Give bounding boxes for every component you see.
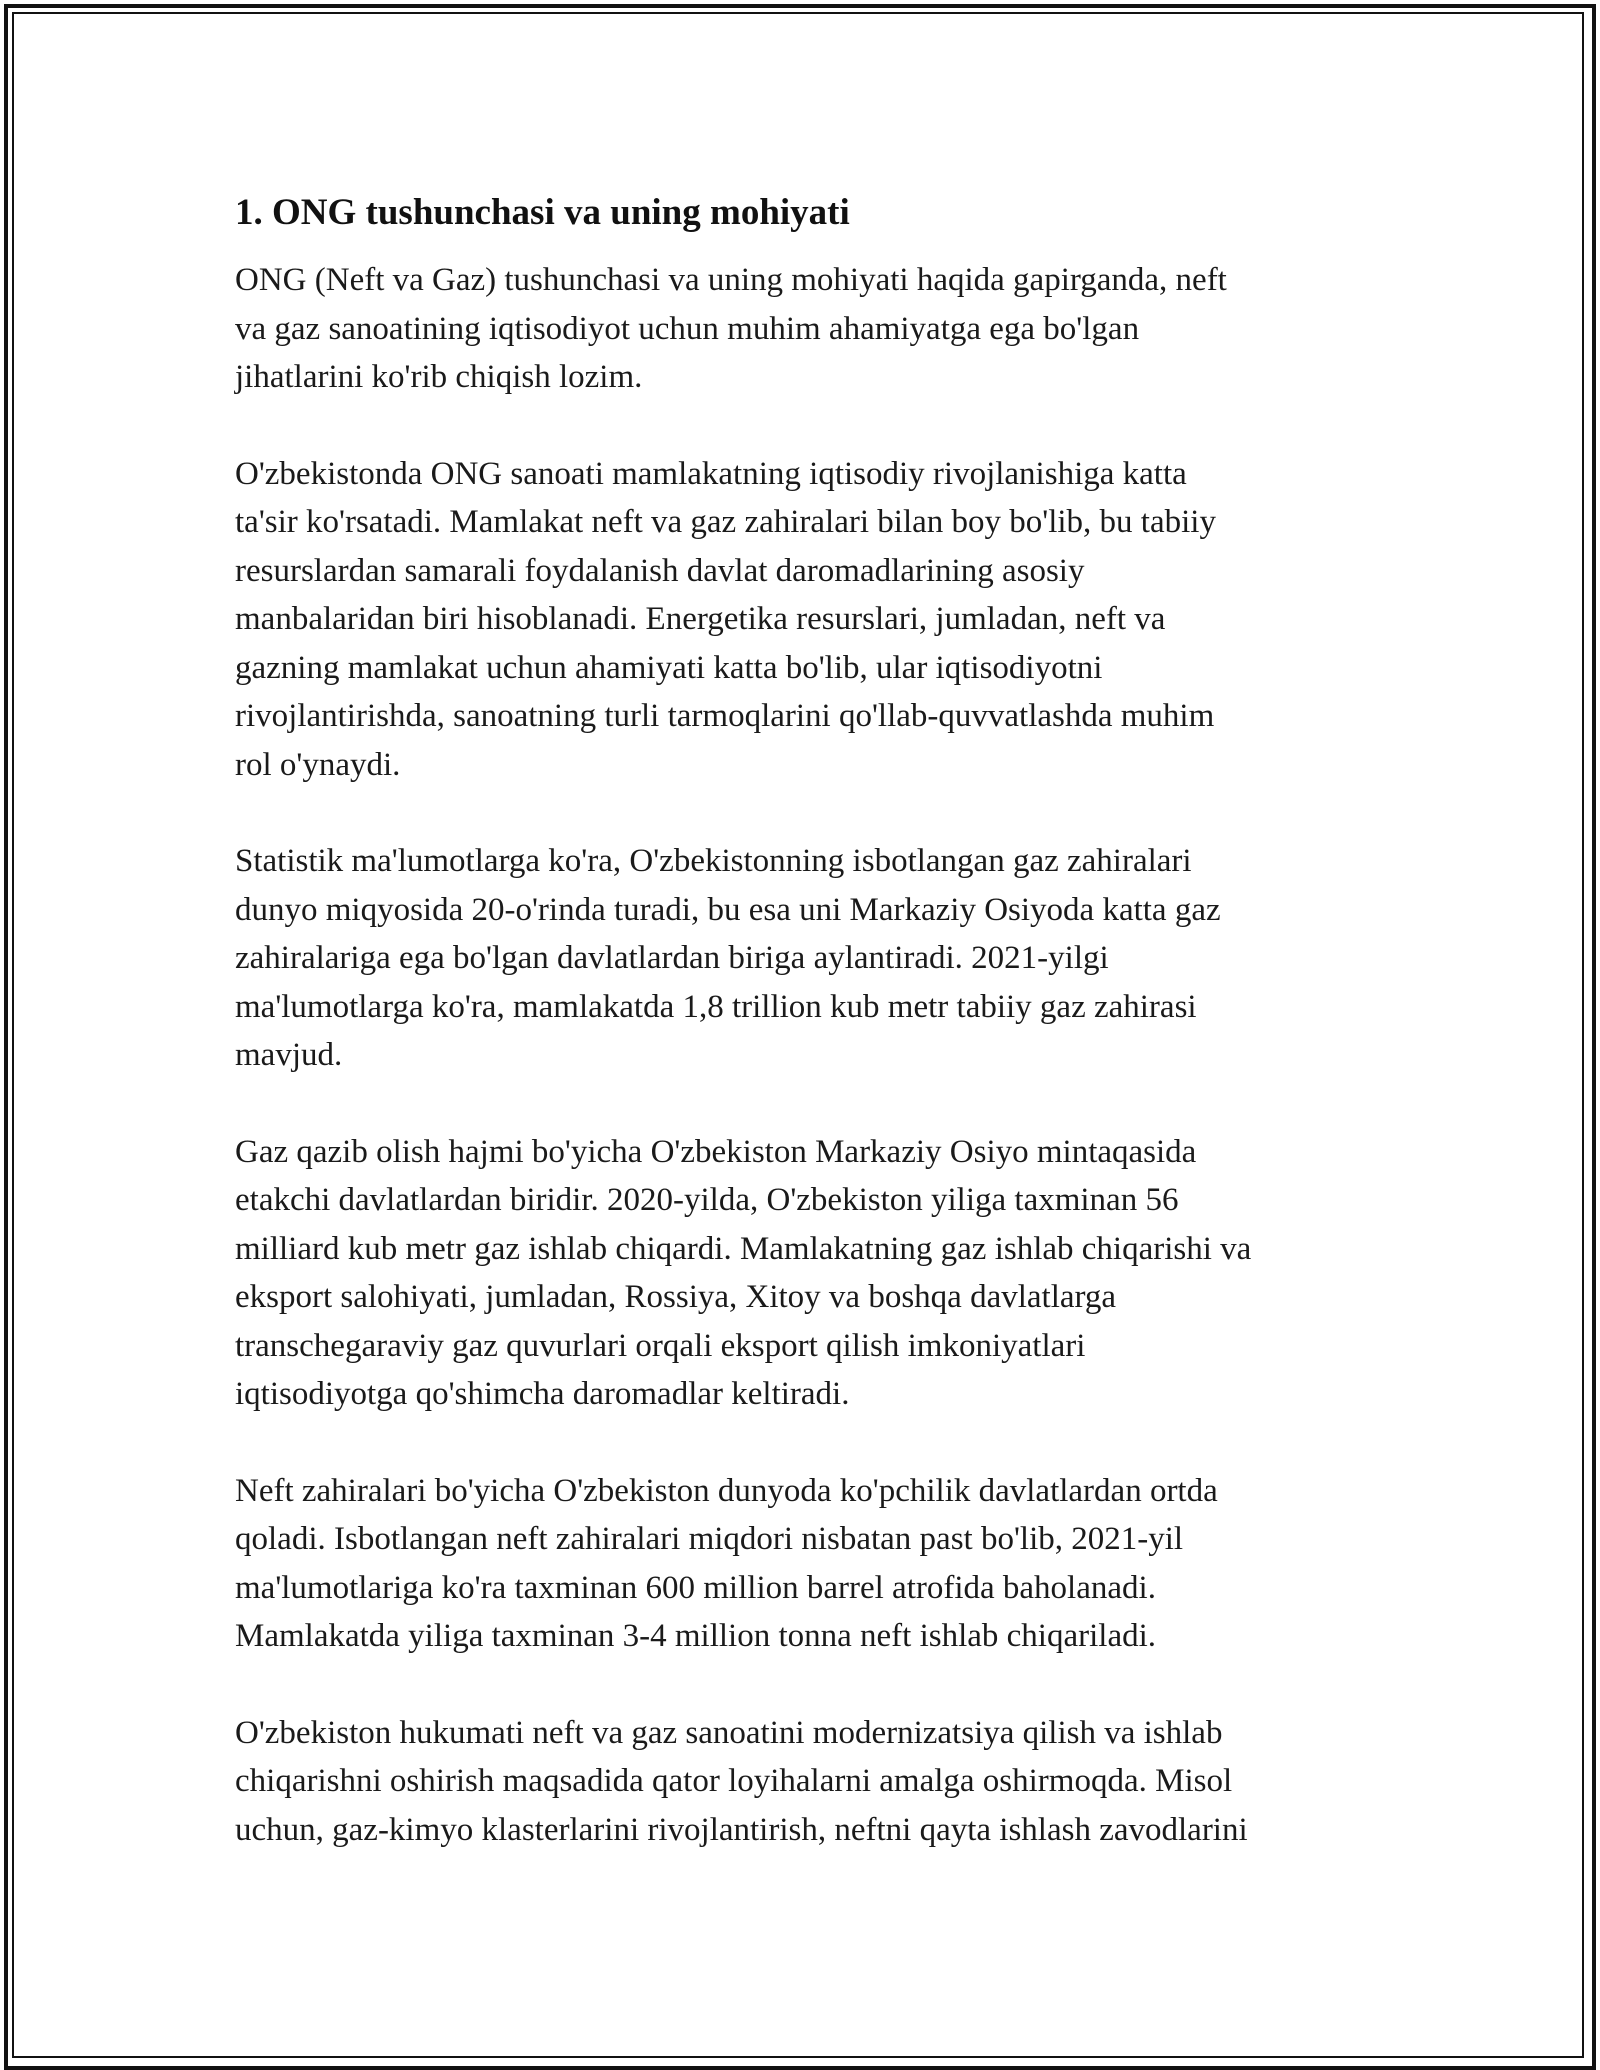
paragraph-economy — [235, 450, 1365, 790]
paragraph-intro — [235, 256, 1365, 402]
text-line: Neft zahiralari bo'yicha O'zbekiston dunyoda ko'pchilik davlatlardan ortda — [235, 1472, 1218, 1509]
text-line: Gaz qazib olish hajmi bo'yicha O'zbekiston Markaziy Osiyo mintaqasida — [235, 1133, 1197, 1170]
text-line: chiqarishni oshirish maqsadida qator loyihalarni amalga oshirmoqda. Misol — [235, 1763, 1233, 1799]
text-line: iqtisodiyotga qo'shimcha daromadlar keltiradi. — [235, 1376, 850, 1412]
text-line: zahiralariga ega bo'lgan davlatlardan biriga aylantiradi. 2021-yilgi — [235, 940, 1109, 976]
paragraph-gas-reserves — [235, 837, 1365, 1080]
text-line: ma'lumotlarga ko'ra, mamlakatda 1,8 trillion kub metr tabiiy gaz zahirasi — [235, 988, 1197, 1025]
text-line: O'zbekistonda ONG sanoati mamlakatning iqtisodiy rivojlanishiga katta — [235, 455, 1187, 492]
text-line: va gaz sanoatining iqtisodiyot uchun muhim ahamiyatga ega bo'lgan — [235, 310, 1140, 347]
text-line: ONG (Neft va Gaz) tushunchasi va uning mohiyati haqida gapirganda, neft — [235, 262, 1227, 298]
text-line: resurslardan samarali foydalanish davlat daromadlarining asosiy — [235, 552, 1085, 589]
text-line: milliard kub metr gaz ishlab chiqardi. Mamlakatning gaz ishlab chiqarishi va — [235, 1230, 1252, 1267]
text-line: transchegaraviy gaz quvurlari orqali eksport qilish imkoniyatlari — [235, 1327, 1086, 1364]
text-line: ma'lumotlariga ko'ra taxminan 600 million barrel atrofida baholanadi. — [235, 1569, 1156, 1606]
text-line: O'zbekiston hukumati neft va gaz sanoatini modernizatsiya qilish va ishlab — [235, 1714, 1223, 1751]
text-line: uchun, gaz-kimyo klasterlarini rivojlantirish, neftni qayta ishlash zavodlarini — [235, 1811, 1248, 1848]
text-line: Mamlakatda yiliga taxminan 3-4 million tonna neft ishlab chiqariladi. — [235, 1618, 1157, 1654]
section-heading: 1. ONG tushunchasi va uning mohiyati — [235, 192, 850, 233]
text-line: eksport salohiyati, jumladan, Rossiya, Xitoy va boshqa davlatlarga — [235, 1279, 1117, 1315]
text-line: rol o'ynaydi. — [235, 746, 401, 783]
text-line: gazning mamlakat uchun ahamiyati katta bo'lib, ular iqtisodiyotni — [235, 649, 1103, 686]
text-line: mavjud. — [235, 1037, 343, 1073]
text-line: Statistik ma'lumotlarga ko'ra, O'zbekistonning isbotlangan gaz zahiralari — [235, 843, 1192, 879]
text-line: rivojlantirishda, sanoatning turli tarmoqlarini qo'llab-quvvatlashda muhim — [235, 698, 1215, 734]
text-line: manbalaridan biri hisoblanadi. Energetika resurslari, jumladan, neft va — [235, 601, 1166, 637]
paragraph-modernization — [235, 1709, 1365, 1855]
text-line: ta'sir ko'rsatadi. Mamlakat neft va gaz zahiralari bilan boy bo'lib, bu tabiiy — [235, 504, 1216, 540]
paragraph-gas-production — [235, 1128, 1365, 1419]
text-line: jihatlarini ko'rib chiqish lozim. — [235, 359, 643, 395]
text-line: etakchi davlatlardan biridir. 2020-yilda, O'zbekiston yiliga taxminan 56 — [235, 1182, 1179, 1218]
paragraph-oil-reserves — [235, 1467, 1365, 1661]
document-body — [235, 188, 1365, 1902]
text-line: dunyo miqyosida 20-o'rinda turadi, bu esa uni Markaziy Osiyoda katta gaz — [235, 891, 1221, 928]
text-line: qoladi. Isbotlangan neft zahiralari miqdori nisbatan past bo'lib, 2021-yil — [235, 1521, 1184, 1557]
